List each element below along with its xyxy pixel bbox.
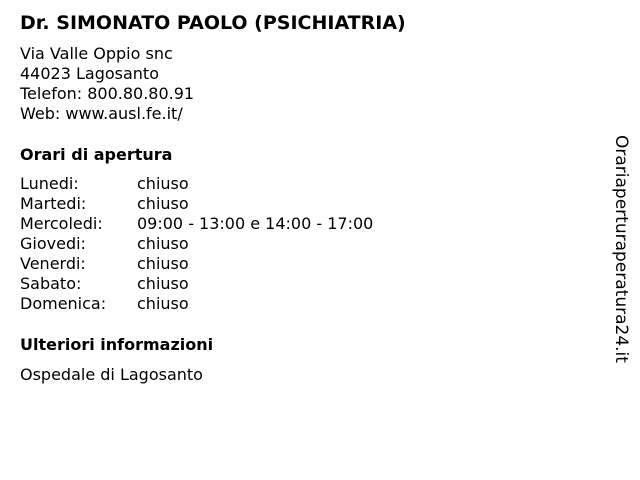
hours-time: 09:00 - 13:00 e 14:00 - 17:00 (137, 214, 374, 233)
hours-list (20, 174, 373, 314)
info-heading: Ulteriori informazioni (20, 335, 214, 354)
address-city: 44023 Lagosanto (20, 64, 159, 83)
hours-time: chiuso (137, 274, 189, 293)
hours-time: chiuso (137, 294, 189, 313)
address-block (20, 44, 194, 124)
hours-row-venerdi (20, 254, 373, 274)
hours-day: Lunedi: (20, 174, 79, 193)
address-street: Via Valle Oppio snc (20, 44, 173, 63)
hours-row-sabato (20, 274, 373, 294)
hours-time: chiuso (137, 254, 189, 273)
hours-day: Martedi: (20, 194, 87, 213)
hours-day: Venerdi: (20, 254, 86, 273)
hours-row-martedi (20, 194, 373, 214)
hours-day: Mercoledi: (20, 214, 103, 233)
hours-day: Giovedi: (20, 234, 86, 253)
address-web: Web: www.ausl.fe.it/ (20, 104, 183, 123)
address-phone: Telefon: 800.80.80.91 (20, 84, 195, 103)
hours-row-giovedi (20, 234, 373, 254)
hours-day: Sabato: (20, 274, 82, 293)
site-watermark: Orariaperturaperatura24.it (611, 135, 631, 363)
hours-heading: Orari di apertura (20, 145, 173, 164)
hours-row-domenica (20, 294, 373, 314)
hours-time: chiuso (137, 194, 189, 213)
hours-row-mercoledi (20, 214, 373, 234)
hours-time: chiuso (137, 174, 189, 193)
page-title: Dr. SIMONATO PAOLO (PSICHIATRIA) (20, 12, 406, 34)
info-text: Ospedale di Lagosanto (20, 365, 203, 384)
hours-row-lunedi (20, 174, 373, 194)
hours-time: chiuso (137, 234, 189, 253)
hours-day: Domenica: (20, 294, 107, 313)
